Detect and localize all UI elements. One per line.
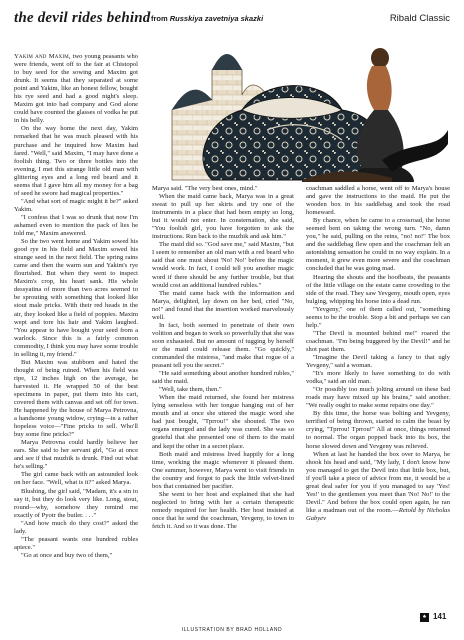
paragraph: The girl came back with an astounded look on her face. "Well, what is it?" asked Marya.	[14, 471, 138, 487]
paragraph: "The peasant wants one hundred rubles apiece."	[14, 535, 138, 551]
paragraph: When the maid came back, Marya was in a great sweat to pull up her skirts and try one of the instruments in a place that had been empty so long, but it would not enter. In consternation, she said, "You foolish girl, you have forgotten to ask the instructions. Run back to the muzhik and ask him."	[152, 193, 294, 241]
bunny-logo-icon: ♠	[420, 613, 429, 622]
paragraph: "I confess that I was so drunk that now I'm ashamed even to mention the pack of lies he told me," Maxim answered.	[14, 213, 138, 238]
paragraph: "The Devil is mounted behind me!" roared the coachman. "I'm being buggered by the Devil!" and he shot past them.	[306, 329, 450, 353]
paragraph: Hearing the shouts and the hoofbeats, the peasants of the little village on the estate came crowding to the side of the road. They saw Yevgeny, mouth open, eyes bulging, whipping his horse into a dead run.	[306, 273, 450, 305]
paragraph: "Go at once and buy two of them,"	[21, 551, 113, 559]
page-header	[14, 10, 450, 32]
story-source: from Russkiya zavetniya skazki	[151, 14, 264, 23]
byline: Retold by Nicholas Gabyev	[306, 506, 450, 522]
paragraph: Blushing, the girl said, "Madam, it's a sin to say it, but they do look very like. Long, stout, round—why, somehow they remind me exactly of Pyotr the butler. . . ."	[14, 487, 138, 519]
paragraph: By chance, when he came to a crossroad, the horse seemed bent on taking the wrong turn. "No, damn you," he said, pulling on the reins, "no! no!" The box and the saddlebag flew open and the coachman felt an astonishing sensation he could in no way explain. In a moment, it grew even more severe and the coachman concluded that he was going mad.	[306, 217, 450, 273]
column-2	[152, 185, 294, 625]
paragraph: "Well, take them, then."	[159, 386, 222, 394]
column-1	[14, 53, 138, 625]
paragraph: When the maid returned, she found her mistress lying senseless with her tongue hanging out of her mouth and at once she uttered the magic word she had just bought, "Tprrou!" she shouted. The two organs emerged and the lady was cured. She was so grateful that she presented one of them to the maid and kept the other in a secret place.	[152, 394, 294, 450]
paragraph: In fact, both seemed to penetrate of their own volition and began to work so powerfully that she was soon exhausted. But no amount of tugging by herself or the maid could release them. "Go quickly," commanded the mistress, "and make that rogue of a peasant tell you the secret."	[152, 321, 294, 370]
page-number: 141	[433, 612, 447, 621]
paragraph: But Maxim was stubborn and hated the thought of being ruined. When his field was ripe, 12 inches high on the average, he harvested it. He wrapped 50 of the best specimens in paper, put them into his cart, covered them with canvas and set off for town. He happened by the house of Marya Petrovna, a handsome young widow, crying—in a rather hopeless voice—"Fine pricks to sell. Who'll buy some fine pricks?"	[14, 358, 138, 439]
paragraph: "Yevgeny," one of them called out, "something seems to be the trouble. Stop a bit and perhaps we can help."	[306, 305, 450, 329]
paragraph: "Imagine the Devil taking a fancy to that ugly Yevgeny," said a woman.	[306, 353, 450, 370]
paragraph: When at last he handed the box over to Marya, he shook his head and said, "My lady, I don't know how you managed to get the Devil into that little box, but, if you'll take a piece of advice from me, it would be a great deal safer for you if you managed to say 'Yes! Yes!' to the gentlemen you meet than 'No! No!' to the Devil." And before the box could open again, he ran like a madman out of the room.—Retold by Nicholas Gabyev	[306, 450, 450, 522]
column-3	[306, 185, 450, 625]
paragraph: Marya Petrovna could hardly believe her ears. She said to her servant girl, "Go at once and see if that muzhik is drunk. Find out what he's selling."	[14, 439, 138, 471]
paragraph: "It's more likely to have something to do with vodka," said an old man.	[306, 370, 450, 386]
paragraph: By this time, the horse was bolting and Yevgeny, terrified of being thrown, started to calm the beast by crying, "Tprrou! Tprrou!" All at once, things returned to normal. The organ popped back into its box, the horse slowed down and Yevgeny was relieved.	[306, 410, 450, 450]
story-title: the devil rides behind	[14, 10, 151, 26]
paragraph: Both maid and mistress lived happily for a long time, working the magic whenever it pleased them. One summer, however, Marya went to visit friends in the country and forgot to pack the little velvet-lined box that contained her pacifier.	[152, 450, 294, 490]
paragraph: Marya said. "The very best ones, mind."	[152, 185, 258, 192]
illustration-credit: ILLUSTRATION BY BRAD HOLLAND	[181, 627, 283, 633]
illustration	[152, 40, 450, 182]
paragraph: "Or possibly too much jolting around on these bad roads may have mixed up his brains," said another. "We really ought to make some repairs one day."	[306, 386, 450, 410]
paragraph: "And how much do they cost?" asked the lady.	[14, 519, 138, 535]
paragraph: The maid came back with the information and Marya, delighted, lay down on her bed, cried "No, no!" and found that the insertion worked marvelously well.	[152, 289, 294, 321]
paragraph: She went to her host and explained that she had neglected to bring with her a certain therapeutic remedy required for her health. Her host insisted at once that he send the coachman, Yevgeny, to town to fetch it. And so it was done. The	[152, 490, 294, 530]
paragraph: So the two went home and Yakim sowed his good rye in his field and Maxim sowed his strange seed in the next field. The spring rains came and then the warm sun and Yakim's rye flourished. But when they went to inspect Maxim's crop, his heart sank. His whole dessyatina of more than two acres seemed to be sprouting with something that looked like stout male pricks. With their red heads in the air, they looked like a field of poppies. Maxim wept and tore his hair and Yakim laughed. "You appear to have bought your seed from a warlock. Since this is a fairly common commodity, I think you may have some trouble in selling it, my friend."	[14, 238, 138, 358]
paragraph: "He said something about another hundred rubles," said the maid.	[152, 370, 294, 386]
paragraph: On the way home the next day, Yakim remarked that he was much pleased with his purchase and he inquired how Maxim had fared. "Well," said Maxim, "I may have done a foolish thing. Two or three bottles into the evening, I met this strange little old man with glittering eyes and a long red beard and it seems that I gave him all my money for a bag of seed he swore had magical properties."	[14, 125, 138, 197]
section-label: Ribald Classic	[389, 13, 450, 24]
paragraph: The maid did so. "God save me," said Maxim, "but I seem to remember an old man with a red beard who said that one must shout 'No! No!' before the magic would work. In fact, I could tell you another magic word if there should be any further trouble, but that would cost an additional hundred rubles."	[152, 241, 294, 289]
paragraph: "And what sort of magic might it be?" asked Yakim.	[14, 197, 138, 213]
paragraph: coachman saddled a horse, went off to Marya's house and gave the instructions to the maid. He put the wooden box in his saddlebag and took the road homeward.	[306, 185, 450, 217]
paragraph: Yakim and Maxim, two young peasants who were friends, went off to the fair at Chistopol to buy seed for the sowing and Maxim got drunk. It seems that they separated at some point and Yakim, like an honest fellow, bought his rye seed and had a good night's sleep. Maxim got into bad company and God alone could have counted the glasses of vodka he put in his belly.	[14, 53, 138, 125]
